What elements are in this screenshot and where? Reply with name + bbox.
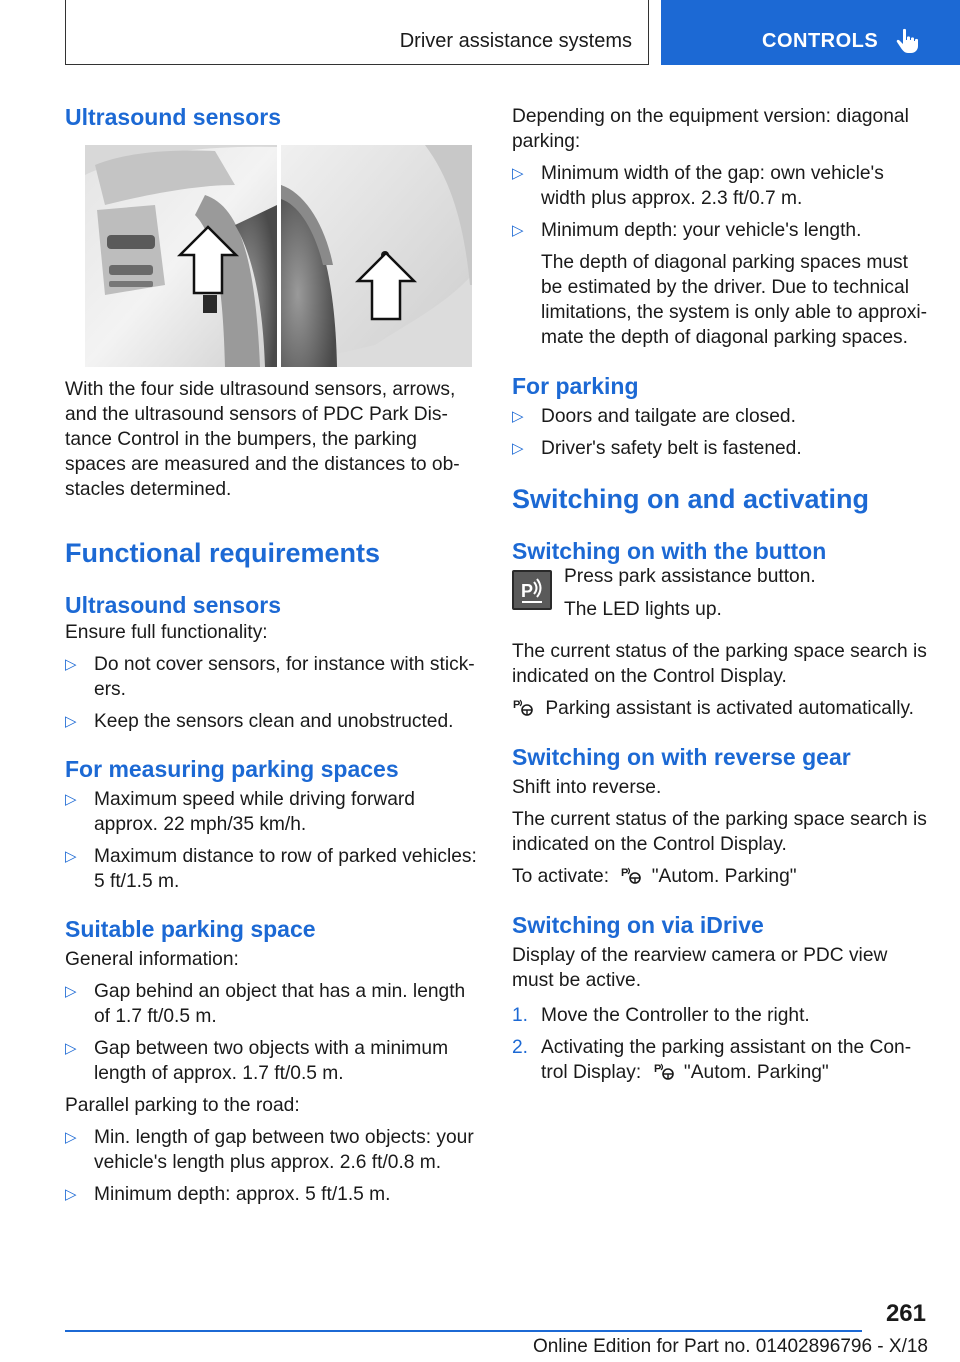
general-info-text: General information: [65,949,239,970]
triangle-bullet-icon: ▷ [65,848,77,865]
heading-suitable-parking-space: Suitable parking space [65,916,316,942]
page-number: 261 [885,1300,926,1327]
to-activate-line: To activate: P "Autom. Parking" [512,866,797,887]
auto-activated-line: P Parking assistant is activated automatically. [513,698,914,719]
section-title: Driver assistance systems [399,30,632,52]
heading-switching-on-idrive: Switching on via iDrive [512,912,764,938]
status-text-1: The current status of the parking space search is indicated on the Control Display. [512,641,927,687]
list-item: ▷ Maximum distance to row of parked vehicles: 5 ft/1.5 m. [65,846,477,892]
right-column [512,100,930,1085]
left-column [65,100,477,1207]
list-item: ▷ Do not cover sensors, for instance with stick-ers. [65,654,475,700]
park-assist-button-icon [512,570,552,610]
ensure-text: Ensure full functionality: [65,622,268,643]
list-item: ▷ Minimum depth: your vehicle's length. [512,220,862,241]
list-item: ▷ Minimum width of the gap: own vehicle's width plus approx. 2.3 ft/0.7 m. [512,163,884,209]
heading-functional-requirements: Functional requirements [65,538,381,568]
list-item: ▷ Minimum depth: approx. 5 ft/1.5 m. [65,1184,391,1205]
intro-paragraph: With the four side ultrasound sensors, arrows, and the ultrasound sensors of PDC Park Dis-tance Control in the bumpers, the parking spaces are measured and the distances to ob-stacles determined. [65,379,460,500]
pointing-hand-icon [892,26,922,56]
list-item: ▷ Min. length of gap between two objects: your vehicle's length plus approx. 2.6 ft/0.8 m. [65,1127,474,1173]
parallel-parking-text: Parallel parking to the road: [65,1095,300,1116]
heading-measuring-parking-spaces: For measuring parking spaces [65,756,399,782]
parking-assistant-icon [620,865,642,885]
diagonal-intro: Depending on the equipment version: diagonal parking: [512,106,909,152]
list-item: ▷ Doors and tailgate are closed. [512,406,796,427]
heading-for-parking: For parking [512,373,639,399]
list-item: 2. Activating the parking assistant on the Con-trol Display: P "Autom. Parking" [512,1037,912,1083]
button-instruction [512,566,930,641]
shift-reverse-text: Shift into reverse. [512,777,662,798]
svg-text:P: P [653,1063,661,1075]
triangle-bullet-icon: ▷ [65,713,77,730]
list-item: 1. Move the Controller to the right. [512,1005,810,1026]
heading-switching-on-button: Switching on with the button [512,538,827,564]
triangle-bullet-icon: ▷ [512,408,524,425]
heading-switching-on-reverse: Switching on with reverse gear [512,744,851,770]
triangle-bullet-icon: ▷ [512,165,524,182]
display-requirement-text: Display of the rearview camera or PDC view must be active. [512,945,888,991]
heading-ultrasound-sensors: Ultrasound sensors [65,104,281,130]
triangle-bullet-icon: ▷ [512,440,524,457]
svg-text:P: P [513,699,521,711]
svg-text:P: P [521,581,534,601]
list-item: ▷ Gap behind an object that has a min. length of 1.7 ft/0.5 m. [65,981,466,1027]
status-text-2: The current status of the parking space search is indicated on the Control Display. [512,809,927,855]
diagonal-note: The depth of diagonal parking spaces must be estimated by the driver. Due to technical limitations, the system is only able to approxi-mate the depth of diagonal parking spaces. [541,252,928,348]
triangle-bullet-icon: ▷ [65,1129,77,1146]
list-item: ▷ Keep the sensors clean and unobstructed. [65,711,454,732]
list-item: ▷ Gap between two objects with a minimum length of approx. 1.7 ft/0.5 m. [65,1038,449,1084]
triangle-bullet-icon: ▷ [65,656,77,673]
sensor-illustration [85,145,472,367]
triangle-bullet-icon: ▷ [65,1186,77,1203]
press-button-text: Press park assistance button. [564,566,816,587]
edition-text: Online Edition for Part no. 01402896796 - X/18 [532,1336,928,1357]
heading-switching-on-activating: Switching on and activating [512,484,870,514]
list-item: ▷ Maximum speed while driving forward approx. 22 mph/35 km/h. [65,789,415,835]
led-text: The LED lights up. [564,599,722,620]
triangle-bullet-icon: ▷ [65,791,77,808]
heading-ultrasound-sensors-2: Ultrasound sensors [65,592,281,618]
car-sensor-image [85,145,472,367]
parking-assistant-icon [653,1061,675,1081]
svg-text:P: P [621,867,629,879]
parking-assistant-icon [512,697,534,717]
triangle-bullet-icon: ▷ [65,983,77,1000]
list-item: ▷ Driver's safety belt is fastened. [512,438,802,459]
footer-divider [65,1330,862,1332]
triangle-bullet-icon: ▷ [65,1040,77,1057]
triangle-bullet-icon: ▷ [512,222,524,239]
controls-tab-label: CONTROLS [762,30,879,52]
